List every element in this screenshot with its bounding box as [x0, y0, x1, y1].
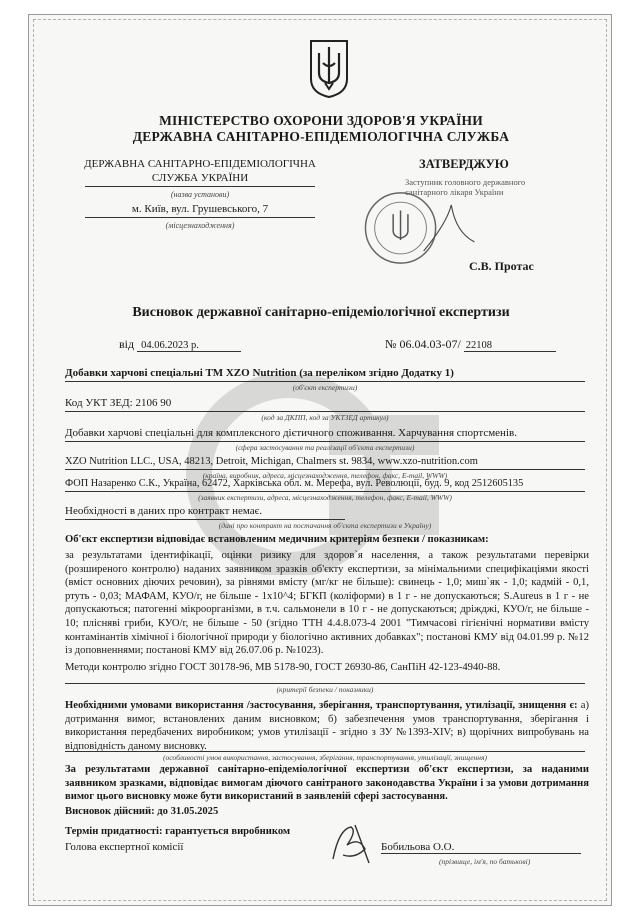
object-field [65, 367, 585, 382]
coat-of-arms-icon [309, 39, 349, 99]
manufacturer-field: XZO Nutrition LLC., USA, 48213, Detroit, Michigan, Chalmers st. 9834, www.xzo-nutrition.com [65, 455, 585, 470]
conclusion-text: За результатами державної санітарно-епідеміологічної експертизи об'єкт експертизи, за наданими заявником зразками, відповідає вимогам діючого санітраного законодавства України і за умови дотримання вимог цього висновку може бути використаний в заявленій сфері застосування. [65, 764, 589, 803]
approval-label: ЗАТВЕРДЖУЮ [419, 157, 509, 171]
object-caption: (об'єкт експертизи) [292, 383, 358, 392]
issuer-name-line2: СЛУЖБА УКРАЇНИ [151, 172, 249, 184]
conditions-text: а) дотримання вимог, встановлених даним висновком; б) забезпечення умов транспортування, зберігання і використання передбачених виробником; умов утилізації - згідно з ЗУ №1393-XIV; в) щорічних випробувань на відповідність даному висновку. [65, 700, 589, 752]
official-stamp-icon [359, 183, 479, 273]
issuer-name-caption: (назва установи) [170, 190, 230, 199]
manufacturer-caption: (країна, виробник, адреса, місцезнаходження, телефон, факс, E-mail, WWW) [202, 471, 448, 480]
issue-date: 04.06.2023 р. [137, 340, 241, 352]
scope-caption: (сфера застосування та реалізації об'єкта експертизи) [235, 443, 415, 452]
issuer-block [65, 157, 335, 233]
number-prefix: № 06.04.03-07/ [385, 337, 461, 351]
criteria-heading: Об'єкт експертизи відповідає встановленим медичним критеріям безпеки / показникам: [65, 534, 489, 545]
signature-icon [325, 819, 385, 865]
ministry-title: МІНІСТЕРСТВО ОХОРОНИ ЗДОРОВ'Я УКРАЇНИ [159, 113, 483, 128]
approval-position-line2: санітарного лікаря України [405, 187, 504, 197]
conditions-caption: (особливості умов використання, застосування, зберігання, транспортування, утилізації, знищення) [65, 751, 585, 762]
head-name: Бобильова О.О. [381, 841, 581, 854]
criteria-caption: (критерії безпеки / показники) [65, 683, 585, 694]
contract-field: Необхідності в даних про контракт немає. [65, 505, 345, 520]
code-field: Код УКТ ЗЕД: 2106 90 [65, 397, 585, 412]
service-title: ДЕРЖАВНА САНІТАРНО-ЕПІДЕМІОЛОГІЧНА СЛУЖБА [132, 129, 510, 144]
scope-field: Добавки харчові спеціальні для комплексного дієтичного споживання. Харчування спортсменів. [65, 427, 585, 442]
applicant-field: ФОП Назаренко С.К., Україна, 62472, Харківська обл. м. Мерефа, вул. Революції, буд. 9, код 2512605135 [65, 477, 585, 492]
contract-caption: (дані про контракт на постачання об'єкта експертизи в Україну) [218, 521, 432, 530]
head-caption: (прізвище, ім'я, по батькові) [439, 857, 531, 866]
certificate-page [28, 14, 612, 906]
date-prefix: від [119, 337, 135, 351]
criteria-text: за результатами ідентифікації, оцінки ризику для здоров`я населення, а також результатами перевірки (розширеного контролю) наданих заявником зразків об'єкту експертизи, за мінімальними специфікаціями якості (вміст основних діючих речовин), за рівнями вмісту (мг/кг не більше): свинець - 1,0; миш`як - 1,0; кадмій - 0,1, ртуть - 0,03; МАФАМ, КУО/г, не більше - 1х10^4; БГКП (коліформи) в 1 г - не допускаються; S.Aureus в 1 г - не допускаються; патогенні мікроорганізми, в т.ч. сальмонели в 10 г - не допускаються; дріжджі, КУО/г, не більше - 10; плісняві гриби, КУО/г, не більше - 50 (згідно ТТН 4.4.8.073-4 2001 "Тимчасові гігієнічні нормативи вмісту контамінантів хімічної і біологічної природи у біологічно активних добавках"; постанові КМУ від 04.01.99 р. №12 із доповненнями; постанові КМУ від 26.07.06 р. №1023). [65, 550, 589, 657]
approval-signer: С.В. Протас [469, 259, 534, 273]
code-caption: (код за ДКПП, код за УКТЗЕД артикул) [261, 413, 389, 422]
issuer-address-caption: (місцезнаходження) [165, 221, 235, 230]
applicant-caption: (заявник експертизи, адреса, місцезнаходження, телефон, факс, E-mail, WWW) [198, 493, 452, 502]
criteria-methods: Методи контролю згідно ГОСТ 30178-96, МВ 5178-90, ГОСТ 26930-86, СанПіН 42-123-4940-88. [65, 662, 501, 673]
conditions-block [65, 699, 589, 753]
document-number: 22108 [464, 340, 556, 352]
shelf-life: Термін придатності: гарантується виробником [65, 826, 291, 837]
validity: Висновок дійсний: до 31.05.2025 [65, 806, 219, 817]
head-label: Голова експертної комісії [65, 841, 184, 853]
conditions-heading: Необхідними умовами використання /застосування, зберігання, транспортування, утилізації, знищення є: [65, 700, 578, 711]
approval-position-line1: Заступник головного державного [405, 177, 526, 187]
issuer-name-line1: ДЕРЖАВНА САНІТАРНО-ЕПІДЕМІОЛОГІЧНА [84, 158, 316, 170]
date-row [119, 337, 241, 352]
object-value: Добавки харчові спеціальні ТМ XZO Nutrition (за переліком згідно Додатку 1) [65, 367, 454, 379]
issuer-address: м. Київ, вул. Грушевського, 7 [131, 203, 269, 215]
document-title: Висновок державної санітарно-епідеміологічної експертизи [132, 305, 510, 320]
number-row [385, 337, 556, 352]
